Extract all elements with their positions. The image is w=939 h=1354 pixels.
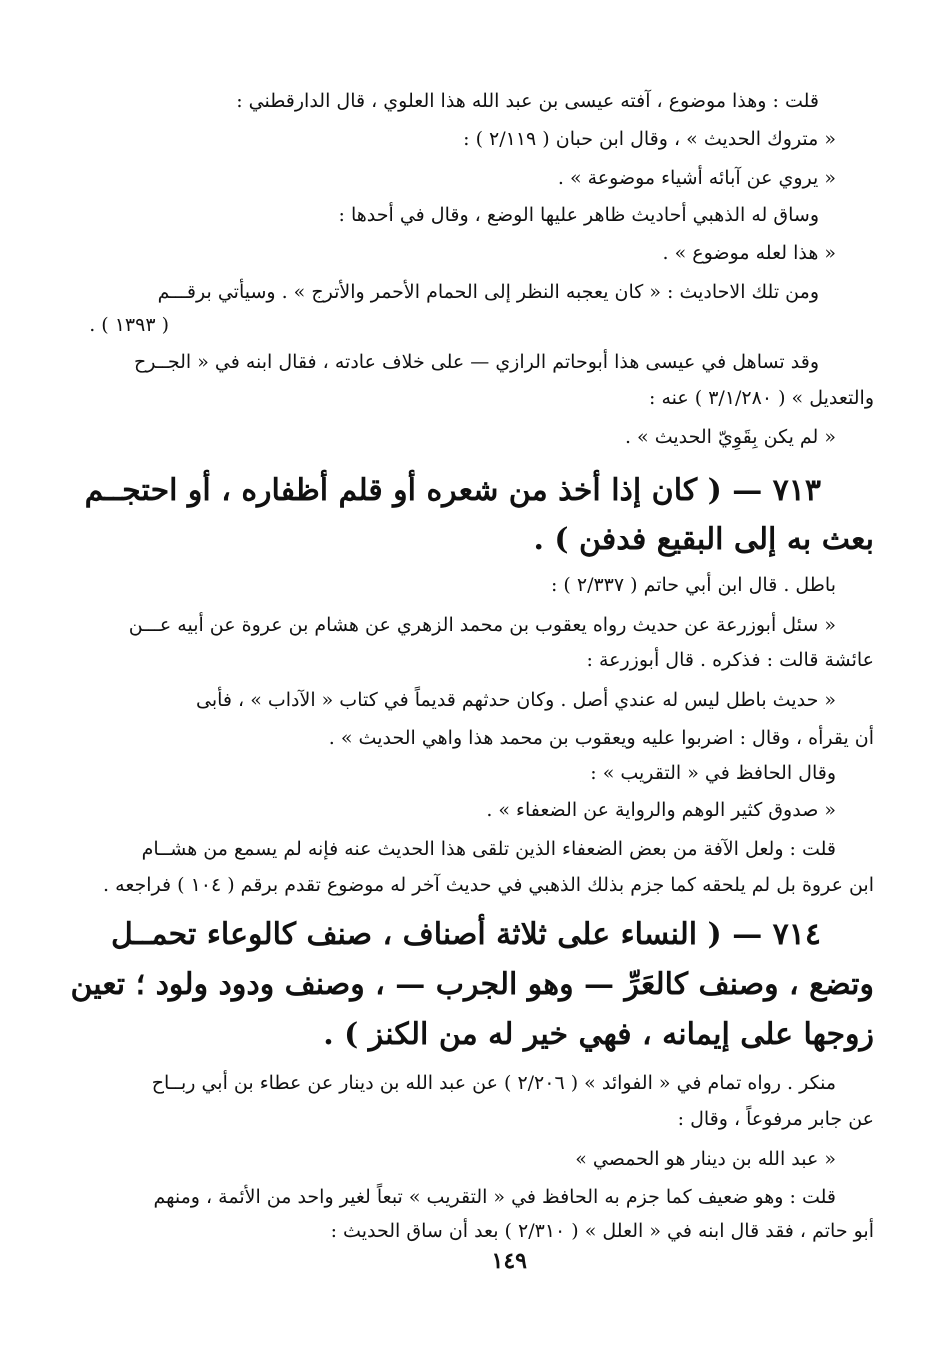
hadith-heading: زوجها على إيمانه ، فهي خير له من الكنز ) .: [323, 1017, 874, 1052]
text-line: « حديث باطل ليس له عندي أصل . وكان حدثهم قديماً في كتاب « الآداب » ، فأبى: [195, 689, 836, 711]
text-line: ابن عروة بل لم يلحقه كما جزم بذلك الذهبي في حديث آخر له موضوع تقدم برقم ( ١٠٤ ) فراجعه .: [103, 874, 874, 896]
text-line: عائشة قالت : فذكره . قال أبوزرعة :: [586, 649, 874, 671]
text-line: وساق له الذهبي أحاديث ظاهر عليها الوضع ، وقال في أحدها :: [338, 204, 819, 226]
text-line: قلت : وهو ضعيف كما جزم به الحافظ في « التقريب » تبعاً لغير واحد من الأئمة ، ومنهم: [153, 1186, 836, 1208]
hadith-heading: بعث به إلى البقيع فدفن ) .: [533, 522, 874, 557]
text-line: « هذا لعله موضوع » .: [662, 242, 836, 264]
text-line: « عبد الله بن دينار هو الحمصي »: [575, 1148, 836, 1170]
text-line: أبو حاتم ، فقد قال ابنه في « العلل » ( ٢/٣١٠ ) بعد أن ساق الحديث :: [330, 1220, 874, 1242]
text-line: والتعديل » ( ٣/١/٢٨٠ ) عنه :: [649, 387, 874, 409]
hadith-heading: ٧١٣ — ( كان إذا أخذ من شعره أو قلم أظفاره ، أو احتجــم: [84, 473, 821, 508]
text-line: منكر . رواه تمام في « الفوائد » ( ٢/٢٠٦ ) عن عبد الله بن دينار عن عطاء بن أبي ربــاح: [151, 1072, 836, 1094]
text-line: باطل . قال ابن أبي حاتم ( ٢/٣٣٧ ) :: [550, 574, 836, 596]
text-line: « صدوق كثير الوهم والرواية عن الضعفاء » .: [486, 799, 836, 821]
text-line: ومن تلك الاحاديث : « كان يعجبه النظر إلى الحمام الأحمر والأترج » . وسيأتي برقـــم: [157, 281, 819, 303]
page-number: ١٤٩: [491, 1248, 527, 1274]
text-line: قلت : ولعل الآفة من بعض الضعفاء الذين تلقى هذا الحديث عنه فإنه لم يسمع من هشــام: [141, 838, 836, 860]
text-line: ( ١٣٩٣ ) .: [89, 314, 169, 336]
text-line: أن يقرأه ، وقال : اضربوا عليه ويعقوب بن محمد هذا واهي الحديث » .: [328, 727, 874, 749]
hadith-heading: ٧١٤ — ( النساء على ثلاثة أصناف ، صنف كالوعاء تحمــل: [111, 917, 821, 952]
text-line: « متروك الحديث » ، وقال ابن حبان ( ٢/١١٩ ) :: [463, 128, 836, 150]
text-line: « لم يكن بِقَوِيّ الحديث » .: [624, 426, 836, 448]
text-line: وقال الحافظ في « التقريب » :: [590, 762, 836, 784]
hadith-heading: وتضع ، وصنف كالعَرِّ — وهو الجرب — ، وصنف ودود ولود ؛ تعين: [70, 967, 874, 1002]
text-line: عن جابر مرفوعاً ، وقال :: [677, 1108, 874, 1130]
text-line: « يروي عن آبائه أشياء موضوعة » .: [557, 167, 836, 189]
text-line: « سئل أبوزرعة عن حديث رواه يعقوب بن محمد الزهري عن هشام بن عروة عن أبيه عـــن: [128, 614, 836, 636]
text-line: قلت : وهذا موضوع ، آفته عيسى بن عبد الله هذا العلوي ، قال الدارقطني :: [236, 90, 819, 112]
text-line: وقد تساهل في عيسى هذا أبوحاتم الرازي — على خلاف عادته ، فقال ابنه في « الجــرح: [133, 351, 819, 373]
